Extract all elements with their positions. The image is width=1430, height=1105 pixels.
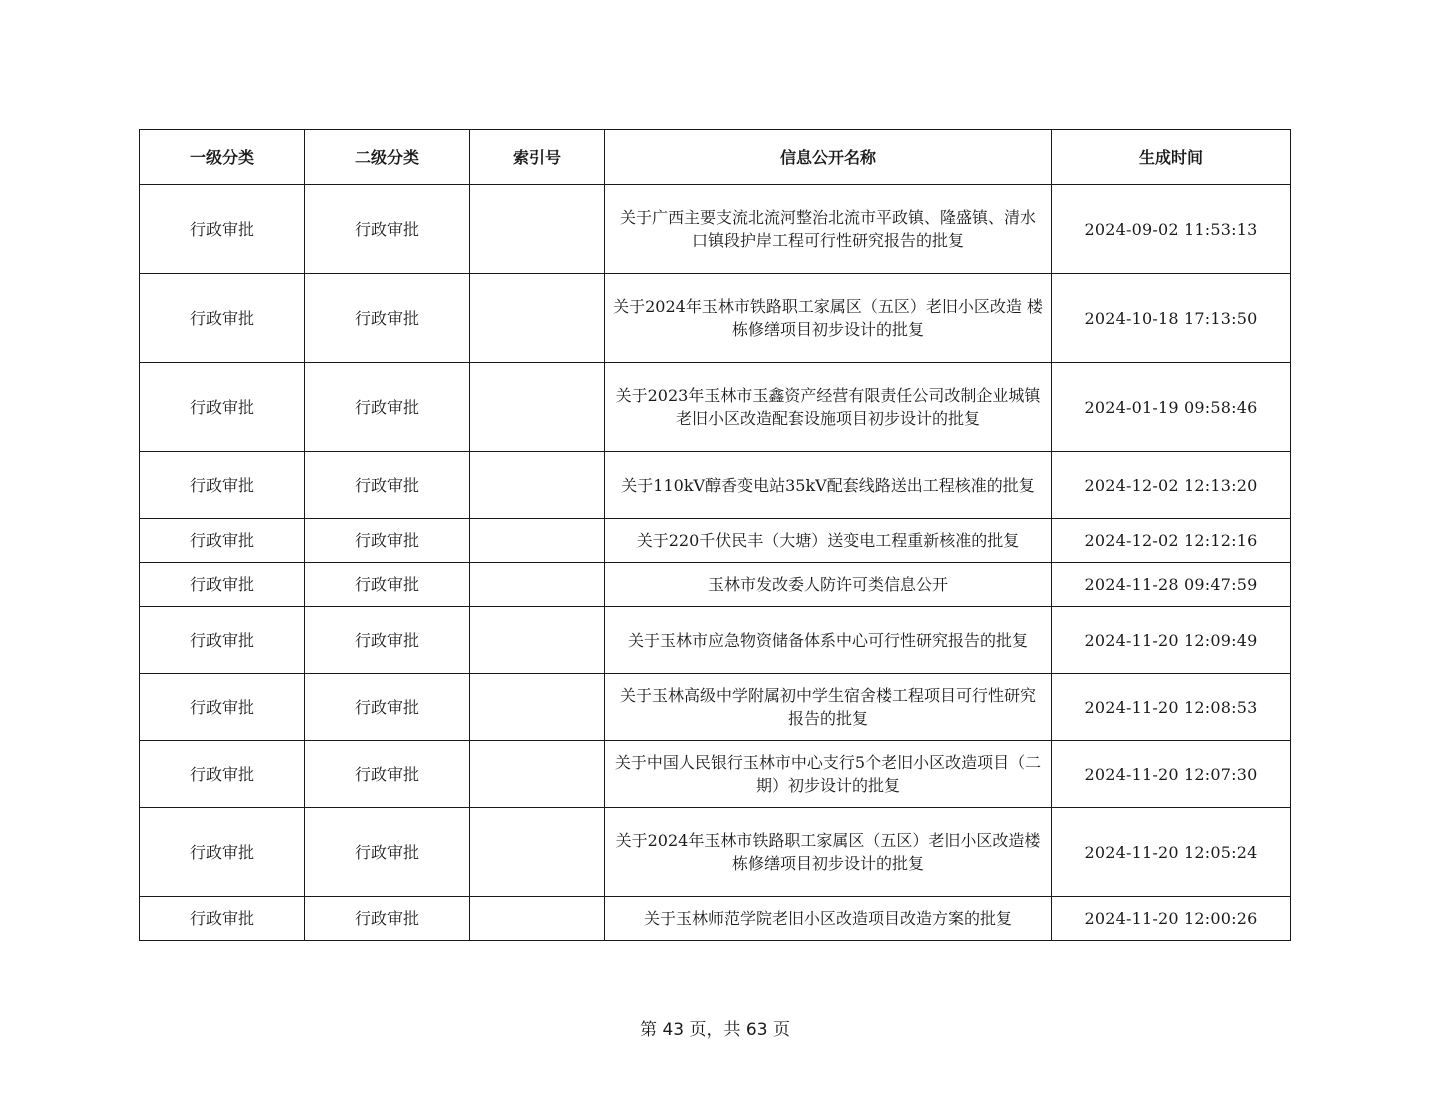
table-row: [140, 897, 1291, 941]
cell-disclosure-name: 关于玉林市应急物资储备体系中心可行性研究报告的批复: [605, 607, 1052, 674]
cell-index-number: [470, 185, 605, 274]
cell-secondary-category: 行政审批: [305, 607, 470, 674]
page-footer: [0, 1015, 1430, 1040]
cell-primary-category: 行政审批: [140, 519, 305, 563]
header-index-number: 索引号: [470, 130, 605, 185]
cell-disclosure-name: 关于玉林师范学院老旧小区改造项目改造方案的批复: [605, 897, 1052, 941]
cell-generated-time: 2024-12-02 12:12:16: [1052, 519, 1291, 563]
cell-secondary-category: 行政审批: [305, 519, 470, 563]
cell-primary-category: 行政审批: [140, 185, 305, 274]
cell-secondary-category: 行政审批: [305, 674, 470, 741]
total-pages-number: 63: [745, 1020, 768, 1040]
cell-secondary-category: 行政审批: [305, 897, 470, 941]
cell-primary-category: 行政审批: [140, 563, 305, 607]
current-page-number: 43: [662, 1020, 685, 1040]
cell-primary-category: 行政审批: [140, 897, 305, 941]
cell-disclosure-name: 玉林市发改委人防许可类信息公开: [605, 563, 1052, 607]
page-label-middle: 页，共: [684, 1020, 746, 1040]
header-disclosure-name: 信息公开名称: [605, 130, 1052, 185]
cell-generated-time: 2024-11-20 12:07:30: [1052, 741, 1291, 808]
cell-secondary-category: 行政审批: [305, 274, 470, 363]
cell-index-number: [470, 897, 605, 941]
cell-disclosure-name: 关于玉林高级中学附属初中学生宿舍楼工程项目可行性研究报告的批复: [605, 674, 1052, 741]
cell-primary-category: 行政审批: [140, 607, 305, 674]
cell-disclosure-name: 关于广西主要支流北流河整治北流市平政镇、隆盛镇、清水口镇段护岸工程可行性研究报告的批复: [605, 185, 1052, 274]
disclosure-table: [139, 129, 1291, 941]
cell-disclosure-name: 关于220千伏民丰（大塘）送变电工程重新核准的批复: [605, 519, 1052, 563]
cell-primary-category: 行政审批: [140, 741, 305, 808]
cell-index-number: [470, 363, 605, 452]
cell-disclosure-name: 关于2024年玉林市铁路职工家属区（五区）老旧小区改造楼栋修缮项目初步设计的批复: [605, 808, 1052, 897]
cell-index-number: [470, 563, 605, 607]
cell-primary-category: 行政审批: [140, 808, 305, 897]
cell-generated-time: 2024-09-02 11:53:13: [1052, 185, 1291, 274]
cell-secondary-category: 行政审批: [305, 363, 470, 452]
table-row: [140, 741, 1291, 808]
cell-secondary-category: 行政审批: [305, 741, 470, 808]
header-secondary-category: 二级分类: [305, 130, 470, 185]
table-row: [140, 452, 1291, 519]
cell-generated-time: 2024-11-20 12:00:26: [1052, 897, 1291, 941]
page-label-suffix: 页: [767, 1020, 790, 1040]
cell-index-number: [470, 452, 605, 519]
cell-generated-time: 2024-12-02 12:13:20: [1052, 452, 1291, 519]
table-row: [140, 519, 1291, 563]
cell-generated-time: 2024-01-19 09:58:46: [1052, 363, 1291, 452]
cell-index-number: [470, 808, 605, 897]
cell-secondary-category: 行政审批: [305, 185, 470, 274]
table-header-row: [140, 130, 1291, 185]
table-row: [140, 563, 1291, 607]
cell-disclosure-name: 关于2023年玉林市玉鑫资产经营有限责任公司改制企业城镇老旧小区改造配套设施项目初步设计的批复: [605, 363, 1052, 452]
cell-generated-time: 2024-10-18 17:13:50: [1052, 274, 1291, 363]
cell-disclosure-name: 关于2024年玉林市铁路职工家属区（五区）老旧小区改造 楼栋修缮项目初步设计的批复: [605, 274, 1052, 363]
table-row: [140, 808, 1291, 897]
cell-primary-category: 行政审批: [140, 274, 305, 363]
cell-disclosure-name: 关于中国人民银行玉林市中心支行5个老旧小区改造项目（二期）初步设计的批复: [605, 741, 1052, 808]
table-row: [140, 274, 1291, 363]
cell-index-number: [470, 607, 605, 674]
cell-index-number: [470, 519, 605, 563]
cell-secondary-category: 行政审批: [305, 452, 470, 519]
page-label-prefix: 第: [640, 1020, 663, 1040]
table-row: [140, 674, 1291, 741]
cell-generated-time: 2024-11-20 12:05:24: [1052, 808, 1291, 897]
cell-index-number: [470, 274, 605, 363]
table-row: [140, 185, 1291, 274]
cell-disclosure-name: 关于110kV醇香变电站35kV配套线路送出工程核准的批复: [605, 452, 1052, 519]
table-row: [140, 363, 1291, 452]
cell-secondary-category: 行政审批: [305, 563, 470, 607]
table-row: [140, 607, 1291, 674]
cell-index-number: [470, 741, 605, 808]
cell-index-number: [470, 674, 605, 741]
cell-primary-category: 行政审批: [140, 674, 305, 741]
cell-secondary-category: 行政审批: [305, 808, 470, 897]
cell-primary-category: 行政审批: [140, 363, 305, 452]
cell-generated-time: 2024-11-28 09:47:59: [1052, 563, 1291, 607]
header-primary-category: 一级分类: [140, 130, 305, 185]
header-generated-time: 生成时间: [1052, 130, 1291, 185]
cell-primary-category: 行政审批: [140, 452, 305, 519]
cell-generated-time: 2024-11-20 12:08:53: [1052, 674, 1291, 741]
cell-generated-time: 2024-11-20 12:09:49: [1052, 607, 1291, 674]
